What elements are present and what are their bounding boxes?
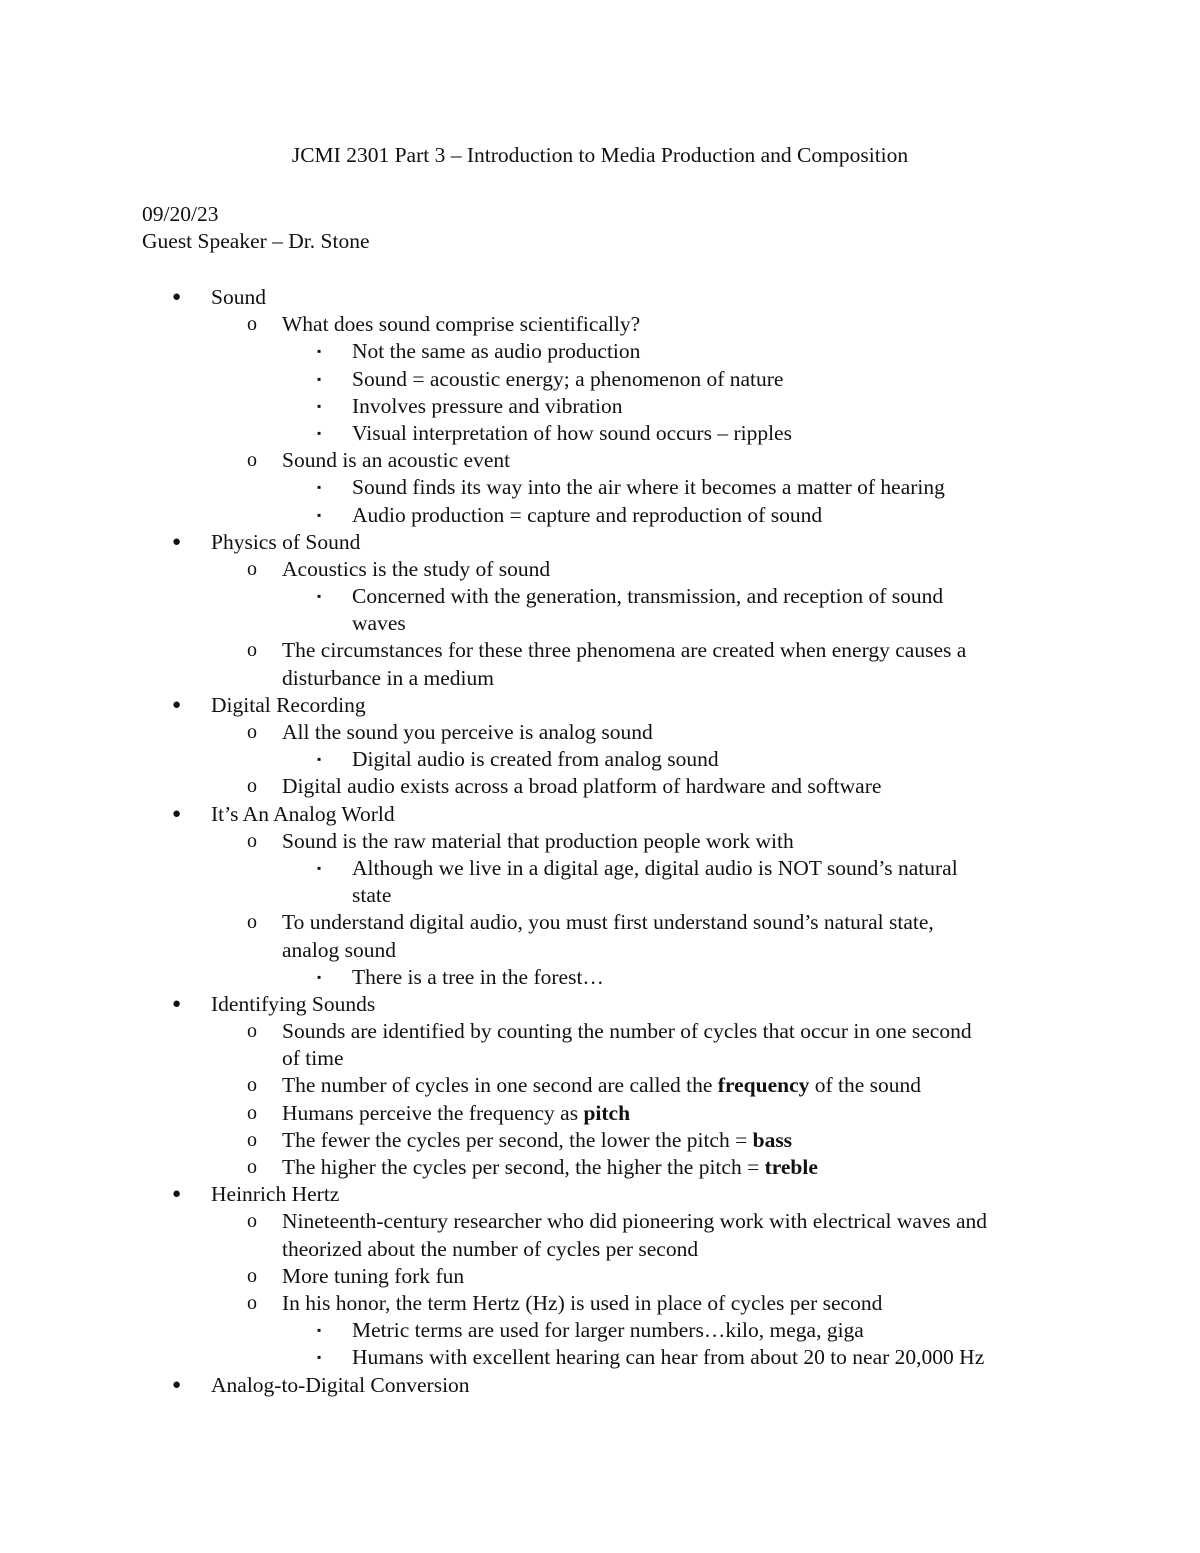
outline-line-level-2 xyxy=(0,1100,1200,1127)
outline-text: Heinrich Hertz xyxy=(211,1182,340,1207)
bullet-level-3-icon: ▪ xyxy=(317,480,322,495)
outline-text: Digital audio is created from analog sound xyxy=(352,747,719,772)
outline-text: To understand digital audio, you must first understand sound’s natural state, xyxy=(282,910,934,935)
outline-text: Sound finds its way into the air where it becomes a matter of hearing xyxy=(352,475,945,500)
bold-term: pitch xyxy=(583,1100,631,1125)
outline-line-level-3 xyxy=(0,393,1200,420)
outline-line-level-2 xyxy=(0,637,1200,664)
outline-text: Digital Recording xyxy=(211,692,366,717)
bullet-level-3-icon: ▪ xyxy=(317,589,322,604)
outline-line-level-2 xyxy=(0,1236,1200,1263)
bullet-level-2-icon: o xyxy=(247,721,257,743)
outline-line-level-1 xyxy=(0,801,1200,828)
bullet-level-2-icon: o xyxy=(247,1264,257,1287)
outline-text: theorized about the number of cycles per second xyxy=(282,1236,699,1261)
outline-text: All the sound you perceive is analog sound xyxy=(282,720,653,744)
outline-line-level-3 xyxy=(0,610,1200,637)
outline-text: analog sound xyxy=(282,937,397,962)
page-title: JCMI 2301 Part 3 – Introduction to Media Production and Composition xyxy=(291,143,909,167)
bullet-level-1-icon: ● xyxy=(172,289,182,305)
bullet-level-3-icon: ▪ xyxy=(317,371,322,386)
outline-line-level-1 xyxy=(0,692,1200,719)
outline-text: Analog-to-Digital Conversion xyxy=(211,1372,470,1397)
bullet-level-3-icon: ▪ xyxy=(317,969,322,984)
outline-text: Involves pressure and vibration xyxy=(352,393,623,418)
bullet-level-2-icon: o xyxy=(247,449,257,472)
bullet-level-2-icon: o xyxy=(247,557,257,580)
outline-line-level-2 xyxy=(0,311,1200,338)
bullet-level-2-icon: o xyxy=(247,1156,257,1178)
outline-line-level-2 xyxy=(0,665,1200,692)
outline-text: Identifying Sounds xyxy=(211,991,376,1016)
outline-line-level-3 xyxy=(0,1344,1200,1371)
outline-line-level-2 xyxy=(0,1018,1200,1045)
outline-text: waves xyxy=(352,611,406,636)
outline-text: The circumstances for these three phenomena are created when energy causes a xyxy=(282,638,967,663)
outline-text: Physics of Sound xyxy=(211,529,361,554)
bullet-level-2-icon: o xyxy=(247,775,257,798)
outline-text: In his honor, the term Hertz (Hz) is used in place of cycles per second xyxy=(282,1290,883,1315)
outline-line-level-2 xyxy=(0,937,1200,964)
outline-line-level-3 xyxy=(0,855,1200,882)
outline-line-level-3 xyxy=(0,474,1200,501)
outline-text: Humans with excellent hearing can hear from about 20 to near 20,000 Hz xyxy=(352,1345,985,1370)
outline-line-level-3 xyxy=(0,420,1200,447)
bold-term: treble xyxy=(764,1155,818,1179)
bullet-level-1-icon: ● xyxy=(172,1186,182,1203)
bullet-level-3-icon: ▪ xyxy=(317,1350,322,1365)
outline-line-level-2 xyxy=(0,773,1200,800)
outline-text: Not the same as audio production xyxy=(352,339,641,364)
outline-line-level-1 xyxy=(0,991,1200,1018)
outline-line-level-2 xyxy=(0,828,1200,855)
notes-outline xyxy=(0,284,1200,1399)
bullet-level-1-icon: ● xyxy=(172,805,182,822)
bullet-level-2-icon: o xyxy=(247,1291,257,1314)
outline-line-level-3 xyxy=(0,338,1200,365)
outline-text: of time xyxy=(282,1046,344,1071)
outline-text: There is a tree in the forest… xyxy=(352,964,604,989)
bullet-level-3-icon: ▪ xyxy=(317,507,322,522)
outline-line-level-2 xyxy=(0,719,1200,746)
outline-text: Acoustics is the study of sound xyxy=(282,556,551,581)
outline-text: state xyxy=(352,883,392,908)
bold-term: bass xyxy=(752,1127,793,1152)
outline-text: Metric terms are used for larger numbers…kilo, mega, giga xyxy=(352,1318,864,1343)
bullet-level-2-icon: o xyxy=(247,1128,257,1151)
outline-text: The higher the cycles per second, the higher the pitch = treble xyxy=(282,1155,818,1179)
outline-line-level-2 xyxy=(0,909,1200,936)
bullet-level-1-icon: ● xyxy=(172,533,182,550)
outline-line-level-2 xyxy=(0,447,1200,474)
bullet-level-3-icon: ▪ xyxy=(317,752,322,767)
outline-line-level-2 xyxy=(0,1208,1200,1235)
bullet-level-2-icon: o xyxy=(247,1074,257,1097)
bullet-level-2-icon: o xyxy=(247,1101,257,1124)
outline-line-level-1 xyxy=(0,1372,1200,1399)
bullet-level-3-icon: ▪ xyxy=(317,344,322,359)
outline-text: Sound is an acoustic event xyxy=(282,448,511,473)
outline-text: Sounds are identified by counting the number of cycles that occur in one second xyxy=(282,1019,972,1044)
bullet-level-3-icon: ▪ xyxy=(317,398,322,413)
outline-line-level-3 xyxy=(0,366,1200,393)
outline-text: Humans perceive the frequency as pitch xyxy=(282,1100,631,1125)
outline-text: The fewer the cycles per second, the lower the pitch = bass xyxy=(282,1127,793,1152)
lecture-date: 09/20/23 xyxy=(142,202,219,226)
outline-text: More tuning fork fun xyxy=(282,1263,465,1288)
bullet-level-2-icon: o xyxy=(247,639,257,662)
outline-line-level-1 xyxy=(0,1181,1200,1208)
outline-line-level-2 xyxy=(0,1290,1200,1317)
bullet-level-2-icon: o xyxy=(247,1210,257,1233)
outline-line-level-3 xyxy=(0,882,1200,909)
bullet-level-1-icon: ● xyxy=(172,995,182,1012)
outline-text: disturbance in a medium xyxy=(282,665,494,690)
guest-speaker: Guest Speaker – Dr. Stone xyxy=(142,229,370,253)
outline-text: Sound xyxy=(211,285,266,309)
outline-text: Audio production = capture and reproduction of sound xyxy=(352,502,823,527)
outline-text: Although we live in a digital age, digital audio is NOT sound’s natural xyxy=(352,855,958,880)
outline-text: Digital audio exists across a broad platform of hardware and software xyxy=(282,774,882,799)
bullet-level-1-icon: ● xyxy=(172,1376,182,1393)
outline-line-level-3 xyxy=(0,583,1200,610)
bullet-level-3-icon: ▪ xyxy=(317,425,322,440)
outline-line-level-2 xyxy=(0,1127,1200,1154)
outline-text: Concerned with the generation, transmission, and reception of sound xyxy=(352,584,944,609)
bold-term: frequency xyxy=(717,1073,810,1098)
outline-text: What does sound comprise scientifically? xyxy=(282,312,641,337)
outline-line-level-3 xyxy=(0,502,1200,529)
bullet-level-3-icon: ▪ xyxy=(317,860,322,875)
bullet-level-1-icon: ● xyxy=(172,696,182,713)
outline-line-level-2 xyxy=(0,1045,1200,1072)
outline-line-level-2 xyxy=(0,1154,1200,1181)
bullet-level-2-icon: o xyxy=(247,829,257,852)
bullet-level-2-icon: o xyxy=(247,313,257,336)
outline-text: Sound is the raw material that production people work with xyxy=(282,828,794,853)
outline-line-level-3 xyxy=(0,1317,1200,1344)
outline-text: Visual interpretation of how sound occurs – ripples xyxy=(352,420,792,445)
bullet-level-2-icon: o xyxy=(247,911,257,934)
outline-line-level-1 xyxy=(0,284,1200,311)
outline-line-level-2 xyxy=(0,1263,1200,1290)
outline-line-level-3 xyxy=(0,746,1200,773)
bullet-level-3-icon: ▪ xyxy=(317,1323,322,1338)
outline-text: The number of cycles in one second are called the frequency of the sound xyxy=(282,1073,922,1098)
outline-line-level-2 xyxy=(0,556,1200,583)
bullet-level-2-icon: o xyxy=(247,1020,257,1043)
outline-text: Nineteenth-century researcher who did pioneering work with electrical waves and xyxy=(282,1209,988,1234)
outline-text: Sound = acoustic energy; a phenomenon of nature xyxy=(352,366,784,391)
outline-text: It’s An Analog World xyxy=(211,801,395,826)
outline-line-level-3 xyxy=(0,964,1200,991)
outline-line-level-1 xyxy=(0,529,1200,556)
outline-line-level-2 xyxy=(0,1072,1200,1099)
